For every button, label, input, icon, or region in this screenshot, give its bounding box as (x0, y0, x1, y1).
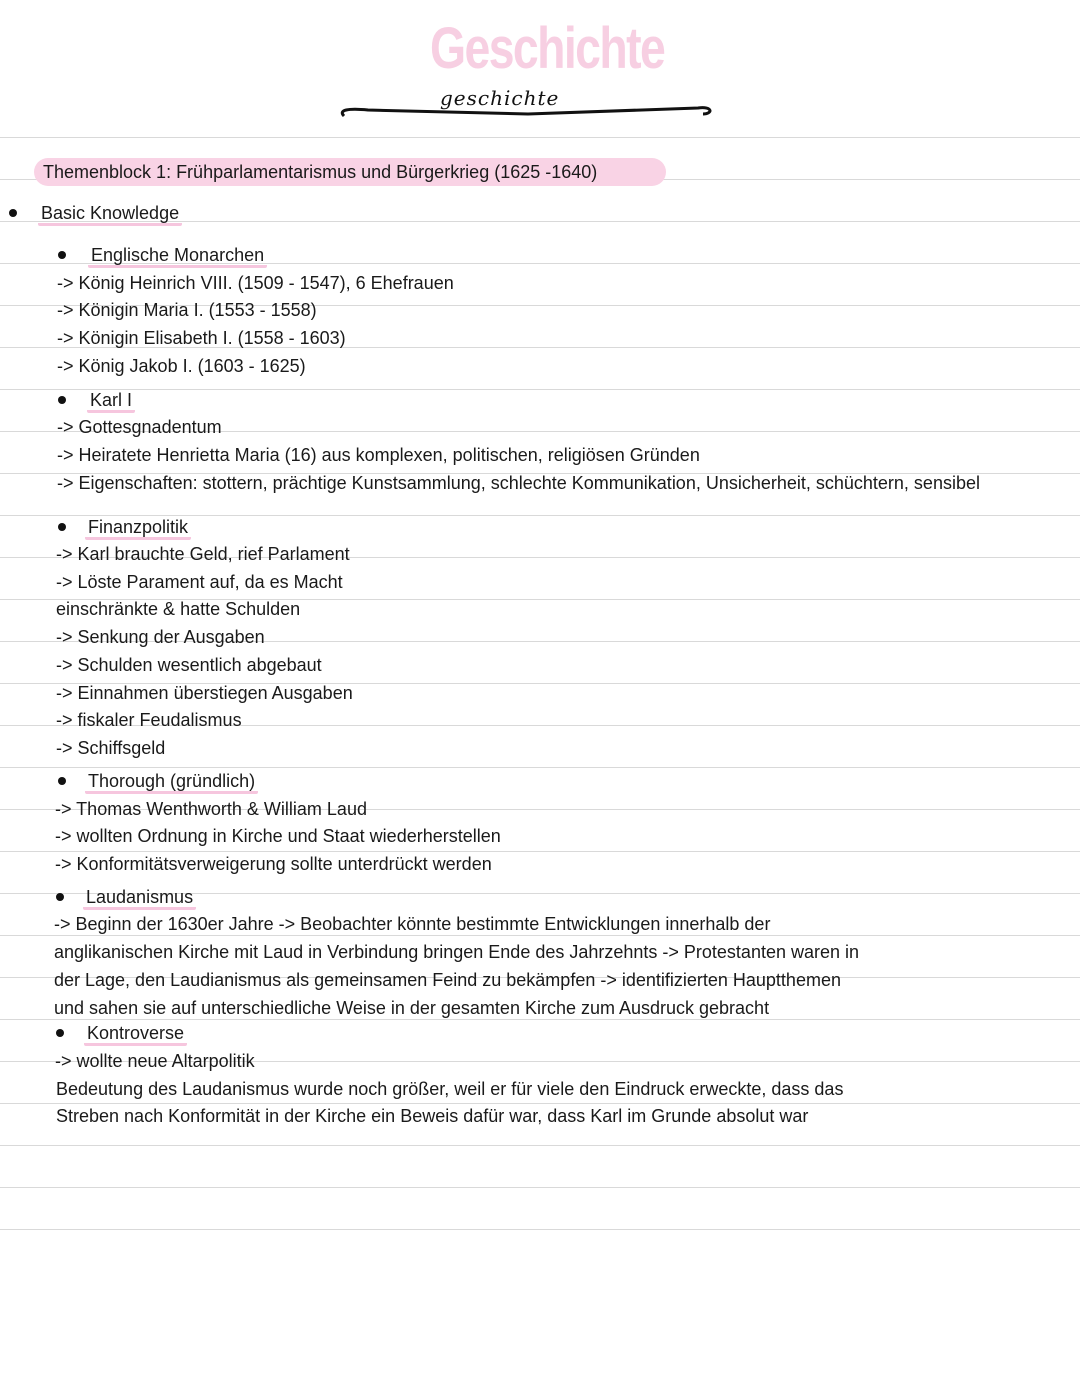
page-title: Themenblock 1: Frühparlamentarismus und Bürgerkrieg (1625 -1640) (43, 162, 598, 182)
note-line: -> Einnahmen überstiegen Ausgaben (56, 683, 353, 703)
note-line: -> Thomas Wenthworth & William Laud (55, 799, 367, 819)
note-line: -> fiskaler Feudalismus (56, 710, 242, 730)
bullet-icon (58, 777, 66, 785)
note-line: anglikanischen Kirche mit Laud in Verbindung bringen Ende des Jahrzehnts -> Protestanten waren in (54, 942, 860, 962)
bullet-icon (58, 523, 66, 531)
note-line: einschränkte & hatte Schulden (56, 599, 301, 619)
note-line: -> Königin Elisabeth I. (1558 - 1603) (57, 328, 346, 348)
note-line: und sahen sie auf unterschiedliche Weise in der gesamten Kirche zum Ausdruck gebracht (54, 998, 770, 1018)
note-line: -> Heiratete Henrietta Maria (16) aus komplexen, politischen, religiösen Gründen (57, 445, 700, 465)
bullet-icon (9, 209, 17, 217)
note-line: -> Konformitätsverweigerung sollte unterdrückt werden (55, 854, 492, 874)
note-line: -> Beginn der 1630er Jahre -> Beobachter könnte bestimmte Entwicklungen innerhalb der (54, 914, 771, 934)
section-heading: Laudanismus (83, 887, 196, 910)
bullet-icon (56, 1029, 64, 1037)
note-line: der Lage, den Laudianismus als gemeinsamen Feind zu bekämpfen -> identifizierten Hauptthemen (54, 970, 841, 990)
note-line: Bedeutung des Laudanismus wurde noch größer, weil er für viele den Eindruck erweckte, dass das (56, 1079, 844, 1099)
basic-heading: Basic Knowledge (38, 203, 182, 226)
note-line: -> Karl brauchte Geld, rief Parlament (56, 544, 350, 564)
note-line: -> Schulden wesentlich abgebaut (56, 655, 322, 675)
note-line: -> Eigenschaften: stottern, prächtige Kunstsammlung, schlechte Kommunikation, Unsicherheit, schüchtern, sensibel (57, 473, 980, 493)
note-line: -> wollte neue Altarpolitik (55, 1051, 255, 1071)
bullet-icon (58, 251, 66, 259)
section-heading: Karl I (87, 390, 135, 413)
section-heading: Kontroverse (84, 1023, 187, 1046)
bullet-icon (56, 893, 64, 901)
note-line: -> Senkung der Ausgaben (56, 627, 265, 647)
header-script-title: geschichte (440, 86, 560, 110)
section-heading: Finanzpolitik (85, 517, 191, 540)
note-line: -> Schiffsgeld (56, 738, 166, 758)
note-line: Streben nach Konformität in der Kirche ein Beweis dafür war, dass Karl im Grunde absolut war (56, 1106, 809, 1126)
section-heading: Thorough (gründlich) (85, 771, 258, 794)
note-line: -> Löste Parament auf, da es Macht (56, 572, 343, 592)
note-line: -> König Jakob I. (1603 - 1625) (57, 356, 306, 376)
bullet-icon (58, 396, 66, 404)
note-line: -> Gottesgnadentum (57, 417, 222, 437)
note-line: -> König Heinrich VIII. (1509 - 1547), 6 Ehefrauen (57, 273, 454, 293)
header-big-title: Geschichte (430, 16, 665, 81)
note-line: -> Königin Maria I. (1553 - 1558) (57, 300, 317, 320)
note-line: -> wollten Ordnung in Kirche und Staat wiederherstellen (55, 826, 501, 846)
section-heading: Englische Monarchen (88, 245, 267, 268)
